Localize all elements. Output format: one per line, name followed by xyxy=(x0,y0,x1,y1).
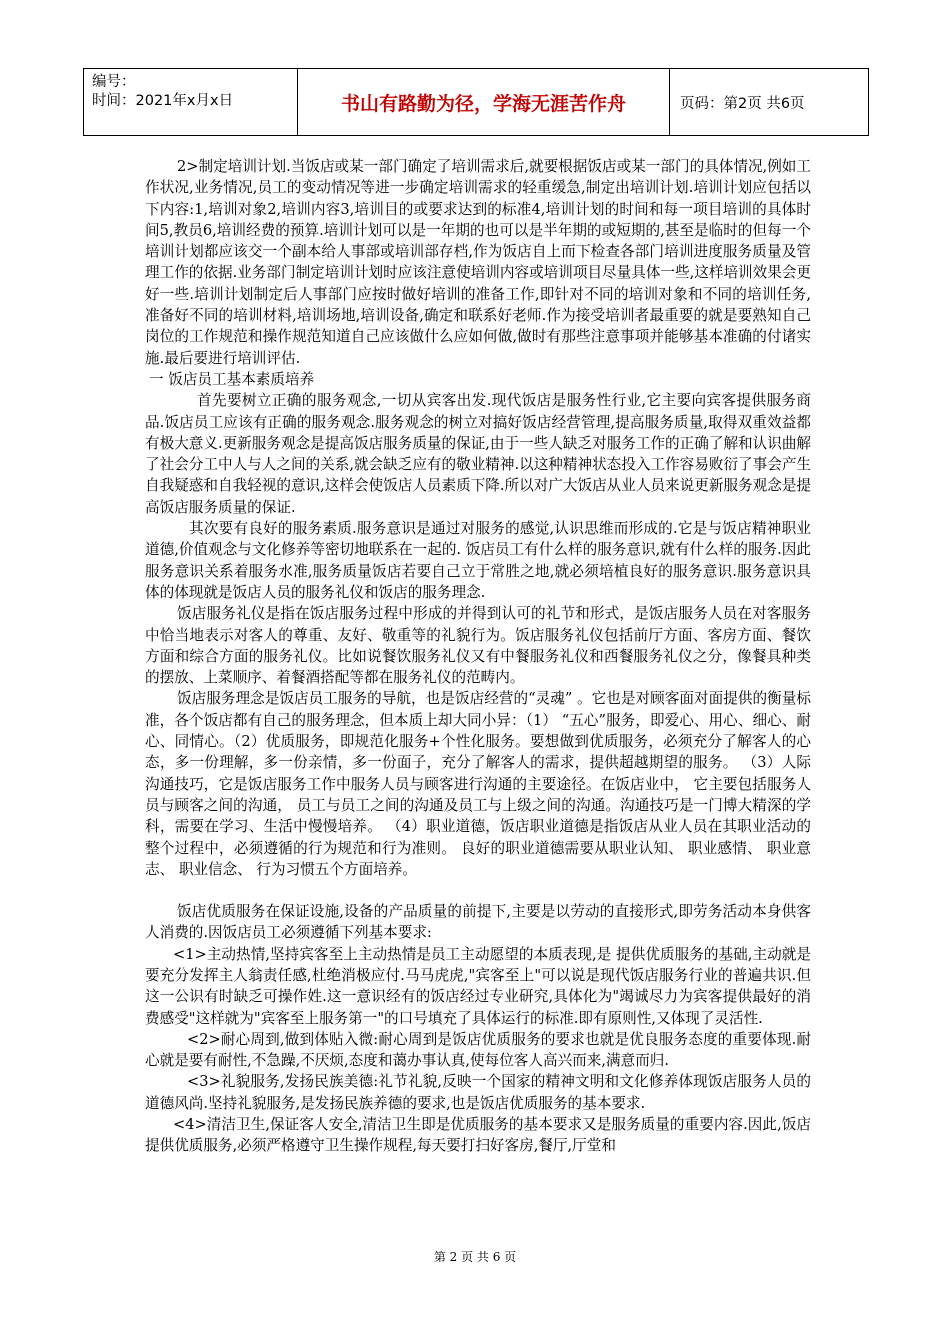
document-date: 时间：2021年x月x日 xyxy=(92,93,234,109)
paragraph-training-plan: 2>制定培训计划.当饭店或某一部门确定了培训需求后,就要根据饭店或某一部门的具体情况,例如工作状况,业务情况,员工的变动情况等进一步确定培训需求的轻重缓急,制定出培训计划.培训计划应包括以下内容:1,培训对象2,培训内容3,培训目的或要求达到的标准4,培训计划的时间和每一项目培训的具体时间5,教员6,培训经费的预算.培训计划可以是一年期的也可以是半年期的或短期的,甚至是临时的但每一个培训计划都应该交一个副本给人事部或培训部存档,作为饭店自上而下检查各部门培训进度服务质量及管理工作的依据.业务部门制定培训计划时应该注意使培训内容或培训项目尽量具体一些,这样培训效果会更好一些.培训计划制定后人事部门应按时做好培训的准备工作,即针对不同的培训对象和不同的培训任务,准备好不同的培训材料,培训场地,培训设备,确定和联系好老师.作为接受培训者最重要的就是要熟知自己岗位的工作规范和操作规范知道自己应该做什么应如何做,做时有那些注意事项并能够基本准确的付诸实施.最后要进行培训评估. xyxy=(145,158,812,367)
list-item-2: <2>耐心周到,做到体贴入微:耐心周到是饭店优质服务的要求也就是优良服务态度的重要体现.耐心就是要有耐性,不急躁,不厌烦,态度和蔼办事认真,使每位客人高兴而来,满意而归. xyxy=(145,1030,811,1070)
header-page-number: 页码：第2页 共6页 xyxy=(680,95,805,112)
list-item-3: <3>礼貌服务,发扬民族美德:礼节礼貌,反映一个国家的精神文明和文化修养体现饭店服务人员的道德风尚.坚持礼貌服务,是发扬民族养德的要求,也是饭店优质服务的基本要求. xyxy=(145,1073,811,1112)
section-heading: 一 饭店员工基本素质培养 xyxy=(149,370,315,388)
paragraph-service-philosophy: 饭店服务理念是饭店员工服务的导航，也是饭店经营的“灵魂” 。它也是对顾客面对面提供的衡量标准，各个饭店都有自己的服务理念，但本质上却大同小异：（1） “五心”服务，即爱心、用心、细心、耐心、同情心。（2）优质服务，即规范化服务+个性化服务。要想做到优质服务，必须充分了解客人的心态，多一份理解，多一份亲情，多一份面子，充分了解客人的需求，提供超越期望的服务。 （3）人际沟通技巧，它是饭店服务工作中服务人员与顾客进行沟通的主要途径。在饭店业中， 它主要包括服务人员与顾客之间的沟通， 员工与员工之间的沟通及员工与上级之间的沟通。沟通技巧是一门博大精深的学科，需要在学习、生活中慢慢培养。 （4）职业道德，饭店职业道德是指饭店从业人员在其职业活动的整个过程中，必须遵循的行为规范和行为准则。 良好的职业道德需要从职业认知、 职业感情、 职业意志、 职业信念、 行为习惯五个方面培养。 xyxy=(145,690,811,878)
list-item-4: <4>清洁卫生,保证客人安全,清洁卫生即是优质服务的基本要求又是服务质量的重要内容.因此,饭店提供优质服务,必须严格遵守卫生操作规程,每天要打扫好客房,餐厅,厅堂和 xyxy=(145,1116,811,1155)
page-header xyxy=(83,68,869,136)
document-number: 编号： xyxy=(92,74,136,90)
paragraph-gap xyxy=(145,880,811,901)
page-footer: 第 2 页 共 6 页 xyxy=(433,1250,517,1264)
header-motto: 书山有路勤为径，学海无涯苦作舟 xyxy=(298,69,670,135)
paragraph-service-concept: 首先要树立正确的服务观念,一切从宾客出发.现代饭店是服务性行业,它主要向宾客提供服务商品.饭店员工应该有正确的服务观念.服务观念的树立对搞好饭店经营管理,提高服务质量,取得双重效益都有极大意义.更新服务观念是提高饭店服务质量的保证,由于一些人缺乏对服务工作的正确了解和认识曲解了社会分工中人与人之间的关系,就会缺乏应有的敬业精神.以这种精神状态投入工作容易败衍了事会产生自我疑惑和自我轻视的意识,这样会使饭店人员素质下降.所以对广大饭店从业人员来说更新服务观念是提高饭店服务质量的保证. xyxy=(145,392,812,516)
paragraph-service-quality: 其次要有良好的服务素质.服务意识是通过对服务的感觉,认识思维而形成的.它是与饭店精神职业道德,价值观念与文化修养等密切地联系在一起的. 饭店员工有什么样的服务意识,就有什么样的服务.因此服务意识关系着服务水准,服务质量饭店若要自己立于常胜之地,就必须培植良好的服务意识.服务意识具体的体现就是饭店人员的服务礼仪和饭店的服务理念. xyxy=(145,520,811,601)
header-info xyxy=(84,69,298,135)
paragraph-quality-service: 饭店优质服务在保证设施,设备的产品质量的前提下,主要是以劳动的直接形式,即劳务活动本身供客人消费的.因饭店员工必须遵循下列基本要求: xyxy=(145,903,811,942)
paragraph-service-etiquette: 饭店服务礼仪是指在饭店服务过程中形成的并得到认可的礼节和形式，是饭店服务人员在对客服务中恰当地表示对客人的尊重、友好、敬重等的礼貌行为。饭店服务礼仪包括前厅方面、客房方面、餐饮方面和综合方面的服务礼仪。比如说餐饮服务礼仪又有中餐服务礼仪和西餐服务礼仪之分，像餐具种类的摆放、上菜顺序、着餐酒搭配等都在服务礼仪的范畴内。 xyxy=(145,605,811,687)
document-body xyxy=(145,156,811,1157)
list-item-1: <1>主动热情,坚持宾客至上主动热情是员工主动愿望的本质表现,是 提供优质服务的基础,主动就是要充分发挥主人翁责任感,杜绝消极应付.马马虎虎,"宾客至上"可以说是现代饭店服务行业的普遍共识.但这一公识有时缺乏可操作姓.这一意识经有的饭店经过专业研究,具体化为"竭诚尽力为宾客提供最好的消费感受"这样就为"宾客至上服务第一"的口号填充了具体运行的标准.即有原则性,又体现了灵活性. xyxy=(145,945,811,1027)
